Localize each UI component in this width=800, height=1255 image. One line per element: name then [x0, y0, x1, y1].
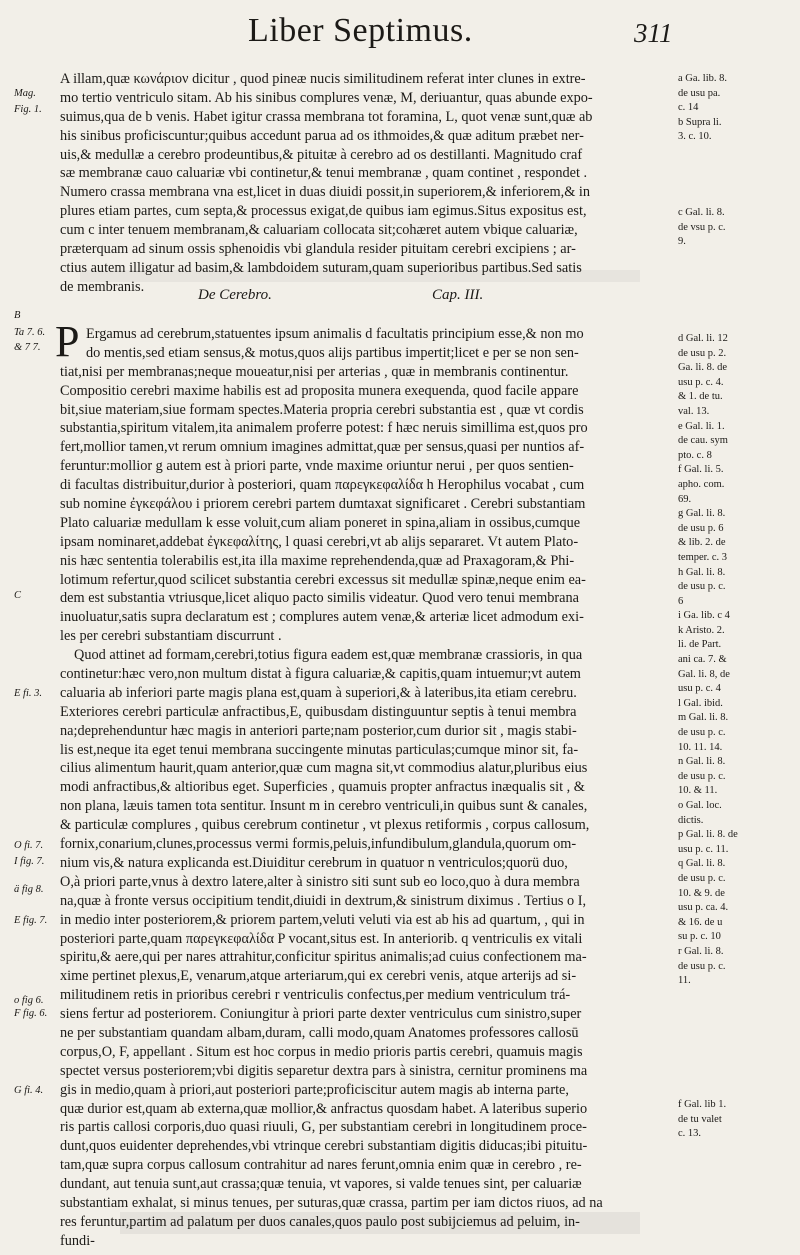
text-line: sæ membranæ cauo caluariæ vbi continetur,& tenui membranæ , quam continet , respondet . [60, 165, 588, 182]
main-paragraph [60, 325, 670, 1251]
margin-note-line: de usu pa. [678, 87, 721, 99]
text-line: substantia,spiritum vitalem,ita animalem proferre potest: f hæc neruis simillima est,quos pro [60, 420, 588, 437]
margin-note-line: r Gal. li. 8. [678, 945, 724, 957]
text-line: caluaria ab inferiori parte magis plana est,quam à superiori,& à lateribus,ita etiam cerebru. [60, 684, 577, 701]
text-line: na;deprehenduntur hæc magis in anteriori parte;nam posterior,cum durior sit , magis stabi- [60, 722, 577, 739]
text-line: in medio inter posteriorem,& priorem partem,veluti veluti via est ab his ad quartum, , qui in [60, 911, 585, 928]
running-head-title: Liber Septimus. [248, 12, 473, 49]
text-line: Exteriores cerebri particulæ anfractibus,E, quibusdam distinguuntur septis à tenui membra [60, 703, 577, 720]
text-line: lis est,neque ita eget tenui membrana succingente minutas particulas;cumque minor sit, fa- [60, 741, 579, 758]
margin-note-line: 69. [678, 493, 692, 505]
margin-note-line: 9. [678, 236, 686, 248]
text-line: mo tertio ventriculo sitam. Ab his sinibus complures venæ, M, deriuantur, quas abunde expo- [60, 89, 593, 106]
margin-note-line: pto. c. 8 [678, 449, 712, 461]
margin-note-line: 10. 11. 14. [678, 741, 723, 753]
margin-note-line: de usu p. c. [678, 727, 726, 739]
right-margin-notes-3 [678, 332, 796, 989]
margin-note-line: su p. c. 10 [678, 931, 721, 943]
right-margin-notes-4 [678, 1098, 796, 1142]
text-line: nis hæc sententia tolerabilis est,ita illa maxime reprehendenda,quæ ad Praxagoram,& Phi- [60, 552, 575, 569]
text-line: substantiam exhalat, si minus tenues, per suturas,quæ crassa, partim per iam dictos riuos, ad na [60, 1194, 603, 1211]
text-line: fert,mollior tamen,vt rerum omnium imagines admittat,quæ per sensus,quasi per nuntios af- [60, 439, 585, 456]
margin-note-line: usu p. ca. 4. [678, 902, 729, 914]
left-margin-note: F fig. 6. [14, 1008, 48, 1019]
margin-note-line: 10. & 11. [678, 785, 718, 797]
margin-note-line: Ga. li. 8. de [678, 362, 727, 374]
text-line: inuoluatur,satis supra declaratum est ; complures autem venæ,& arteriæ licet admodum exi- [60, 609, 584, 626]
text-line: sub nomine ἐγκεφάλου i priorem cerebri partem dumtaxat significaret . Cerebri substantiam [60, 496, 586, 513]
text-line: suimus,qua de b venis. Habet igitur crassa membrana tot foramina, L, quot venæ sunt,quæ ab [60, 108, 593, 125]
section-title: De Cerebro. [198, 287, 272, 303]
margin-note-line: de tu valet [678, 1113, 722, 1125]
margin-note-line: e Gal. li. 1. [678, 420, 725, 432]
text-line: fornix,conarium,clunes,processus vermi formis,peluis,infundibulum,glandula,quorum om- [60, 836, 577, 853]
text-line: Plato caluariæ medullam k esse voluit,cum aliam poneret in spina,aliam in ossibus,cumque [60, 514, 581, 531]
text-line: O,à priori parte,vnus à dextro latere,alter à sinistro siti sunt sub eo loco,quo à dura membra [60, 873, 580, 890]
text-line: spiritu,& aere,qui per nares attrahitur,conficitur spiritus animalis;ad cuius confectionem ma- [60, 949, 587, 966]
text-line: dundant, aut tenuia sunt,aut crassa;quæ tenuia, vt vapores, si valde tenues sint, per caluariæ [60, 1176, 582, 1193]
left-margin-note: C [14, 590, 22, 601]
text-line: modi anfractibus,& altioribus eget. Superficies , quamuis propter anfractus inæqualis sit , & [60, 779, 585, 796]
text-line: na,quæ à fronte versus occipitium tendit,diuidi in dextrum,& sinistrum diximus . Tertius o I, [60, 892, 587, 909]
margin-note-line: usu p. c. 11. [678, 843, 729, 855]
margin-note-line: de usu p. 6 [678, 522, 724, 534]
text-line: di facultas distribuitur,durior à posteriori, quam παρεγκεφαλίδα h Herophilus vocabat , cum [60, 477, 585, 494]
text-line: præterquam ad sinum ossis sphenoidis vbi glandula resider pituitam cerebri excipiens ; ar- [60, 241, 576, 258]
left-margin-note: E fi. 3. [14, 688, 42, 699]
text-line: les per cerebri substantiam discurrunt . [60, 628, 282, 645]
right-margin-notes-2 [678, 206, 796, 250]
margin-note-line: li. de Part. [678, 639, 722, 651]
text-line: ctius autem illigatur ad basim,& lambdoidem suturam,quam superioribus partibus.Sed satis [60, 259, 582, 276]
margin-note-line: p Gal. li. 8. de [678, 829, 738, 841]
drop-cap: P [55, 317, 80, 366]
text-line: Quod attinet ad formam,cerebri,totius figura eadem est,quæ membranæ crassioris, in qua [74, 647, 583, 664]
margin-note-line: ani ca. 7. & [678, 654, 727, 666]
margin-note-line: 11. [678, 975, 691, 987]
text-line: uis,& medullæ a cerebro prodeuntibus,& pituitæ à cerebro ad os destillanti. Magnitudo craf [60, 146, 583, 163]
margin-note-line: 6 [678, 595, 684, 607]
margin-note-line: de usu p. c. [678, 872, 726, 884]
margin-note-line: 10. & 9. de [678, 887, 725, 899]
margin-note-line: f Gal. lib 1. [678, 1099, 727, 1110]
text-line: bit,siue materiam,siue formam spectes.Materia propria cerebri substantia est , quæ vt cordis [60, 401, 584, 418]
margin-note-line: c. 14 [678, 102, 699, 114]
text-line: dem est substantia vtriusque,licet aliquo pacto similis videatur. Quod vero tenui membrana [60, 590, 579, 607]
text-line: plures etiam partes, cum septa,& processus exigat,de quibus iam egimus.Situs expositus est, [60, 203, 587, 220]
margin-note-line: apho. com. [678, 478, 725, 490]
margin-note-line: de usu p. c. [678, 960, 726, 972]
margin-note-line: 3. c. 10. [678, 131, 712, 143]
margin-note-line: temper. c. 3 [678, 551, 727, 563]
print-smudge-bottom [120, 1212, 640, 1234]
text-line: tiat,nisi per membranas;neque moueatur,nisi per arterias , quæ in membranis continentur. [60, 363, 569, 380]
text-line: & particulæ complures , quibus cerebrum continetur , vt plexus retiformis , corpus callosum, [60, 817, 590, 834]
margin-note-line: val. 13. [678, 405, 710, 417]
margin-note-line: a Ga. lib. 8. [678, 73, 727, 84]
text-line: spectet versus posteriorem;vbi digitis separetur dextra pars à sinistra, cernitur prominens ma [60, 1062, 588, 1079]
margin-note-line: & 1. de tu. [678, 391, 723, 403]
text-line: cilius alimentum haurit,quam anterior,quæ cum magna sit,vt commodius alatur,pluribus eius [60, 760, 588, 777]
margin-note-line: & 16. de u [678, 916, 723, 928]
left-margin-note: E fig. 7. [14, 915, 48, 926]
left-margin-note: Ta 7. 6. [14, 327, 46, 338]
left-margin-note: ä fig 8. [14, 884, 44, 895]
text-line: lotimum refertur,quod scilicet substantia cerebri excessus sit medullæ spinæ,neque enim ea- [60, 571, 586, 588]
text-line: do mentis,sed etiam sensus,& motus,quos alijs partibus impertit;licet e per se non sen- [86, 344, 579, 361]
margin-note-line: o Gal. loc. [678, 800, 722, 811]
text-line: ris partis callosi corporis,duo quasi riuuli, G, per substantiam cerebri in longitudinem proce- [60, 1119, 587, 1136]
text-line: cum c inter tenuem membranam,& caluariam collocata sit;cohæret autem vbique caluariæ, [60, 222, 578, 239]
margin-note-line: b Supra li. [678, 116, 722, 128]
text-line: fundi- [60, 1232, 95, 1249]
margin-note-line: de vsu p. c. [678, 221, 726, 233]
margin-note-line: dictis. [678, 814, 704, 826]
margin-note-line: de cau. sym [678, 435, 728, 447]
margin-note-line: l Gal. ibid. [678, 697, 723, 709]
margin-note-line: h Gal. li. 8. [678, 566, 726, 578]
text-line: Compositio cerebri maxime habilis est ad proposita munera exequenda, quod facile appare [60, 382, 579, 399]
chapter-number: Cap. III. [432, 287, 484, 303]
text-line: tam,quæ supra corpus callosum contrahitur ad nares ferunt,omnia enim quæ in cerebro , re- [60, 1157, 582, 1174]
left-margin-note: & 7 7. [14, 342, 41, 353]
text-line: quæ durior est,quam ab externa,quæ mollior,& anfractus quosdam habet. A lateribus superio [60, 1100, 588, 1117]
margin-note-line: de usu p. c. [678, 581, 726, 593]
print-smudge [80, 270, 640, 282]
margin-note-line: d Gal. li. 12 [678, 333, 728, 344]
margin-note-line: m Gal. li. 8. [678, 712, 729, 724]
margin-note-line: c. 13. [678, 1128, 702, 1140]
margin-note-line: de usu p. 2. [678, 347, 727, 359]
margin-note-line: n Gal. li. 8. [678, 756, 726, 768]
right-margin-notes-1 [678, 72, 796, 145]
margin-note-line: Gal. li. 8, de [678, 668, 730, 680]
text-line: nium vis,& natura explicanda est.Diuiditur cerebrum in quatuor n ventriculos;quorü duo, [60, 854, 568, 871]
text-line: his sinibus proficiscuntur;quibus accedunt parua ad os ithmoides,& quæ aditum præbet ner- [60, 127, 584, 144]
text-line: corpus,O, F, appellant . Situm est hoc corpus in medio prioris partis cerebri, quamuis magis [60, 1043, 583, 1060]
margin-note-line: g Gal. li. 8. [678, 508, 726, 520]
text-line: militudinem retis in prioribus cerebri r ventriculis confectus,per medium ventriculum trá- [60, 987, 571, 1004]
left-margin-note: Fig. 1. [14, 104, 42, 115]
text-line: feruntur:mollior g autem est à priori parte, vnde maxime oriuntur nerui , per quos sentien- [60, 458, 574, 475]
left-margin-note: Mag. [14, 88, 36, 99]
margin-note-line: c Gal. li. 8. [678, 207, 725, 218]
text-line: gis in medio,quam à priori,aut posteriori parte;proficiscitur autem magis ab interna parte, [60, 1081, 569, 1098]
margin-note-line: k Aristo. 2. [678, 624, 725, 636]
text-line: de membranis. [60, 278, 145, 295]
margin-note-line: de usu p. c. [678, 770, 726, 782]
margin-note-line: i Ga. lib. c 4 [678, 610, 730, 622]
text-line: ne per substantiam quandam albam,duram, calli modo,quam Anatomes professores callosū [60, 1024, 579, 1041]
text-line: dunt,quos euidenter deprehendes,vbi vtrinque cerebri substantiam digitis diducas;ibi pituitu- [60, 1138, 588, 1155]
margin-note-line: & lib. 2. de [678, 537, 726, 549]
text-line: ipsam nominaret,addebat ἐγκεφαλίτης, l quasi cerebri,vt ab alijs separaret. Vt autem Plato- [60, 533, 579, 550]
folio-number: 311 [634, 18, 673, 48]
left-margin-note: G fi. 4. [14, 1085, 44, 1096]
margin-note-line: q Gal. li. 8. [678, 858, 726, 870]
text-line: non plana, læuis tamen tota sentitur. Insunt m in cerebro ventriculi,in quibus sunt & canales, [60, 798, 588, 815]
text-line: A illam,quæ κωνάριον dicitur , quod pineæ nucis similitudinem referat inter clunes in extre- [60, 71, 586, 87]
text-line: continetur:hæc vero,non multum distat à figura caluariæ,& capitis,quam intuemur;vt autem [60, 666, 581, 683]
text-line: Numero crassa membrana vna est,licet in duas diuidi possit,in superiorem,& inferiorem,& in [60, 184, 591, 201]
margin-note-line: usu p. c. 4. [678, 376, 724, 388]
margin-note-line: f Gal. li. 5. [678, 464, 724, 476]
left-margin-note: O fi. 7. [14, 840, 44, 851]
text-line: posteriori parte,quam παρεγκεφαλίδα P vocant,situs est. In anteriorib. q ventriculis ex vitali [60, 930, 583, 947]
margin-note-line: usu p. c. 4 [678, 683, 721, 695]
left-margin-note: B [14, 310, 21, 321]
text-line: xime pertinet plexus,E, venarum,atque arteriarum,qui ex cerebri venis, atque arterijs ad si- [60, 968, 577, 985]
left-margin-note: I fig. 7. [14, 856, 45, 867]
text-line: Ergamus ad cerebrum,statuentes ipsum animalis d facultatis principium esse,& non mo [86, 326, 584, 342]
left-margin-note: o fig 6. [14, 995, 44, 1006]
text-line: siens fertur ad posteriorem. Coniungitur à priori parte dexter ventriculus cum sinistro,super [60, 1006, 582, 1023]
text-line: res feruntur,partim ad palatum per duos canales,quos paulo post subijciemus ad peluim, in- [60, 1213, 580, 1230]
top-paragraph [60, 70, 670, 297]
